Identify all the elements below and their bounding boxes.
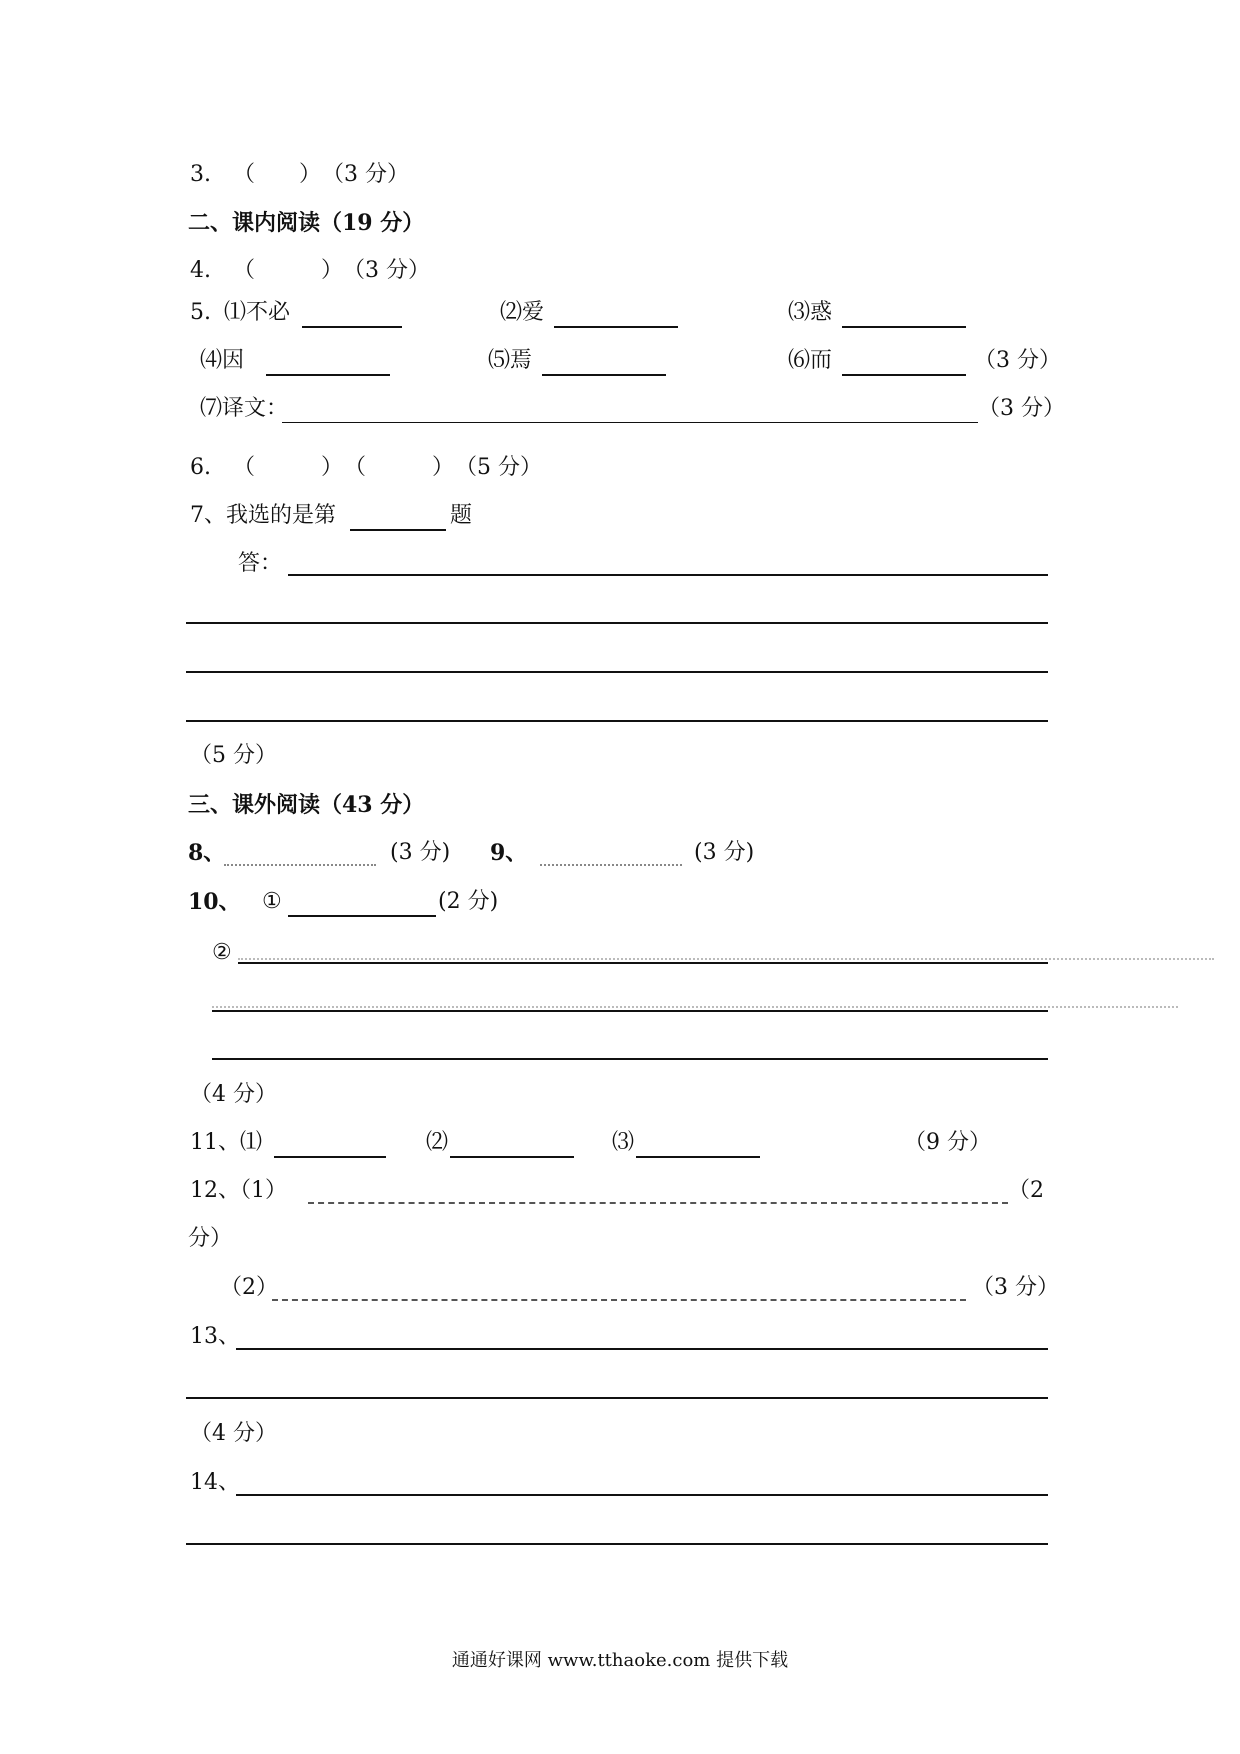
q14-answer-line-1[interactable] (236, 1494, 1048, 1496)
q5-item-1-blank[interactable] (302, 326, 402, 328)
q7-answer-line-1[interactable] (288, 574, 1048, 576)
q6-answer-paren-1[interactable]: （ ） (233, 455, 344, 480)
q12-item-2-label: （2） (220, 1275, 278, 1300)
q9-score: (3 分) (694, 840, 755, 865)
q5-number: 5. (190, 300, 211, 325)
q5-item-5-label: ⑸焉 (488, 348, 533, 373)
q10-item-2-line-2[interactable] (212, 1010, 1048, 1012)
q10-item-2-line-3[interactable] (212, 1058, 1048, 1060)
q5-item-2-blank[interactable] (554, 326, 678, 328)
q14-answer-line-2[interactable] (186, 1543, 1048, 1545)
q13-answer-line-1[interactable] (236, 1348, 1048, 1350)
q10-item-1-score: (2 分) (438, 889, 499, 914)
q7-answer-label: 答： (238, 551, 283, 576)
q7-answer-line-3[interactable] (186, 671, 1048, 673)
q6-score: （5 分） (455, 455, 542, 480)
section3-title: 三、课外阅读（43 分） (188, 792, 425, 818)
q4-number: 4. (190, 258, 211, 283)
q7-answer-line-2[interactable] (186, 622, 1048, 624)
q7-suffix: 题 (450, 503, 473, 528)
q3-answer-paren[interactable]: （ ） (233, 162, 322, 187)
q5-item-5-blank[interactable] (542, 374, 666, 376)
q10-item-2-line-1[interactable] (238, 962, 1048, 964)
q7-answer-line-4[interactable] (186, 720, 1048, 722)
q5-item-6-blank[interactable] (842, 374, 966, 376)
q10-dotted-guide-1 (238, 958, 1214, 960)
q5-item-1-label: ⑴不必 (224, 300, 291, 325)
q10-item-2-label: ② (212, 940, 232, 965)
q7-score: （5 分） (190, 743, 277, 768)
q8-number: 8、 (188, 840, 226, 866)
q11-score: （9 分） (904, 1130, 991, 1155)
q9-blank[interactable] (540, 864, 682, 866)
q5-score: （3 分） (974, 348, 1061, 373)
q12-item-1-score-cont: 分） (188, 1226, 233, 1251)
q10-number: 10、 (188, 889, 241, 915)
q12-item-1-blank[interactable] (308, 1202, 1008, 1204)
q14-number: 14、 (190, 1470, 240, 1495)
q4-answer-paren[interactable]: （ ） (233, 258, 344, 283)
q3-score: （3 分） (322, 162, 409, 187)
q12-number: 12、（1） (190, 1178, 287, 1203)
q3-number: 3. (190, 162, 211, 187)
q11-item-2-label: ⑵ (426, 1130, 449, 1155)
q7-question-choice-blank[interactable] (350, 529, 446, 531)
q10-score: （4 分） (190, 1082, 277, 1107)
q5-item-4-blank[interactable] (266, 374, 390, 376)
q5-translation-blank[interactable] (282, 422, 978, 423)
q12-item-2-blank[interactable] (272, 1299, 966, 1301)
section2-title: 二、课内阅读（19 分） (188, 210, 425, 236)
q4-score: （3 分） (343, 258, 430, 283)
q5-item-2-label: ⑵爱 (500, 300, 545, 325)
q12-item-2-score: （3 分） (972, 1275, 1059, 1300)
q5-item-4-label: ⑷因 (200, 348, 245, 373)
q5-item-3-blank[interactable] (842, 326, 966, 328)
q5-translation-score: （3 分） (978, 396, 1065, 421)
q11-item-3-blank[interactable] (636, 1156, 760, 1158)
q8-score: (3 分) (390, 840, 451, 865)
q13-number: 13、 (190, 1324, 240, 1349)
q12-item-1-score: （2 (1008, 1178, 1044, 1203)
q13-answer-line-2[interactable] (186, 1397, 1048, 1399)
q11-item-3-label: ⑶ (612, 1130, 635, 1155)
q5-item-6-label: ⑹而 (788, 348, 833, 373)
q10-dotted-guide-2 (212, 1006, 1178, 1008)
page-footer: 通通好课网 www.tthaoke.com 提供下载 (451, 1650, 789, 1671)
q6-number: 6. (190, 455, 211, 480)
q8-blank[interactable] (224, 864, 376, 866)
q5-translation-label: ⑺译文： (200, 396, 289, 421)
q5-item-3-label: ⑶惑 (788, 300, 833, 325)
q13-score: （4 分） (190, 1421, 277, 1446)
q7-prefix: 7、我选的是第 (190, 503, 336, 528)
q9-number: 9、 (490, 840, 528, 866)
q11-item-2-blank[interactable] (450, 1156, 574, 1158)
q6-answer-paren-2[interactable]: （ ） (344, 455, 455, 480)
q10-item-1-blank[interactable] (288, 915, 436, 917)
q11-number: 11、⑴ (190, 1130, 262, 1155)
q11-item-1-blank[interactable] (274, 1156, 386, 1158)
q10-item-1-label: ① (262, 889, 282, 914)
